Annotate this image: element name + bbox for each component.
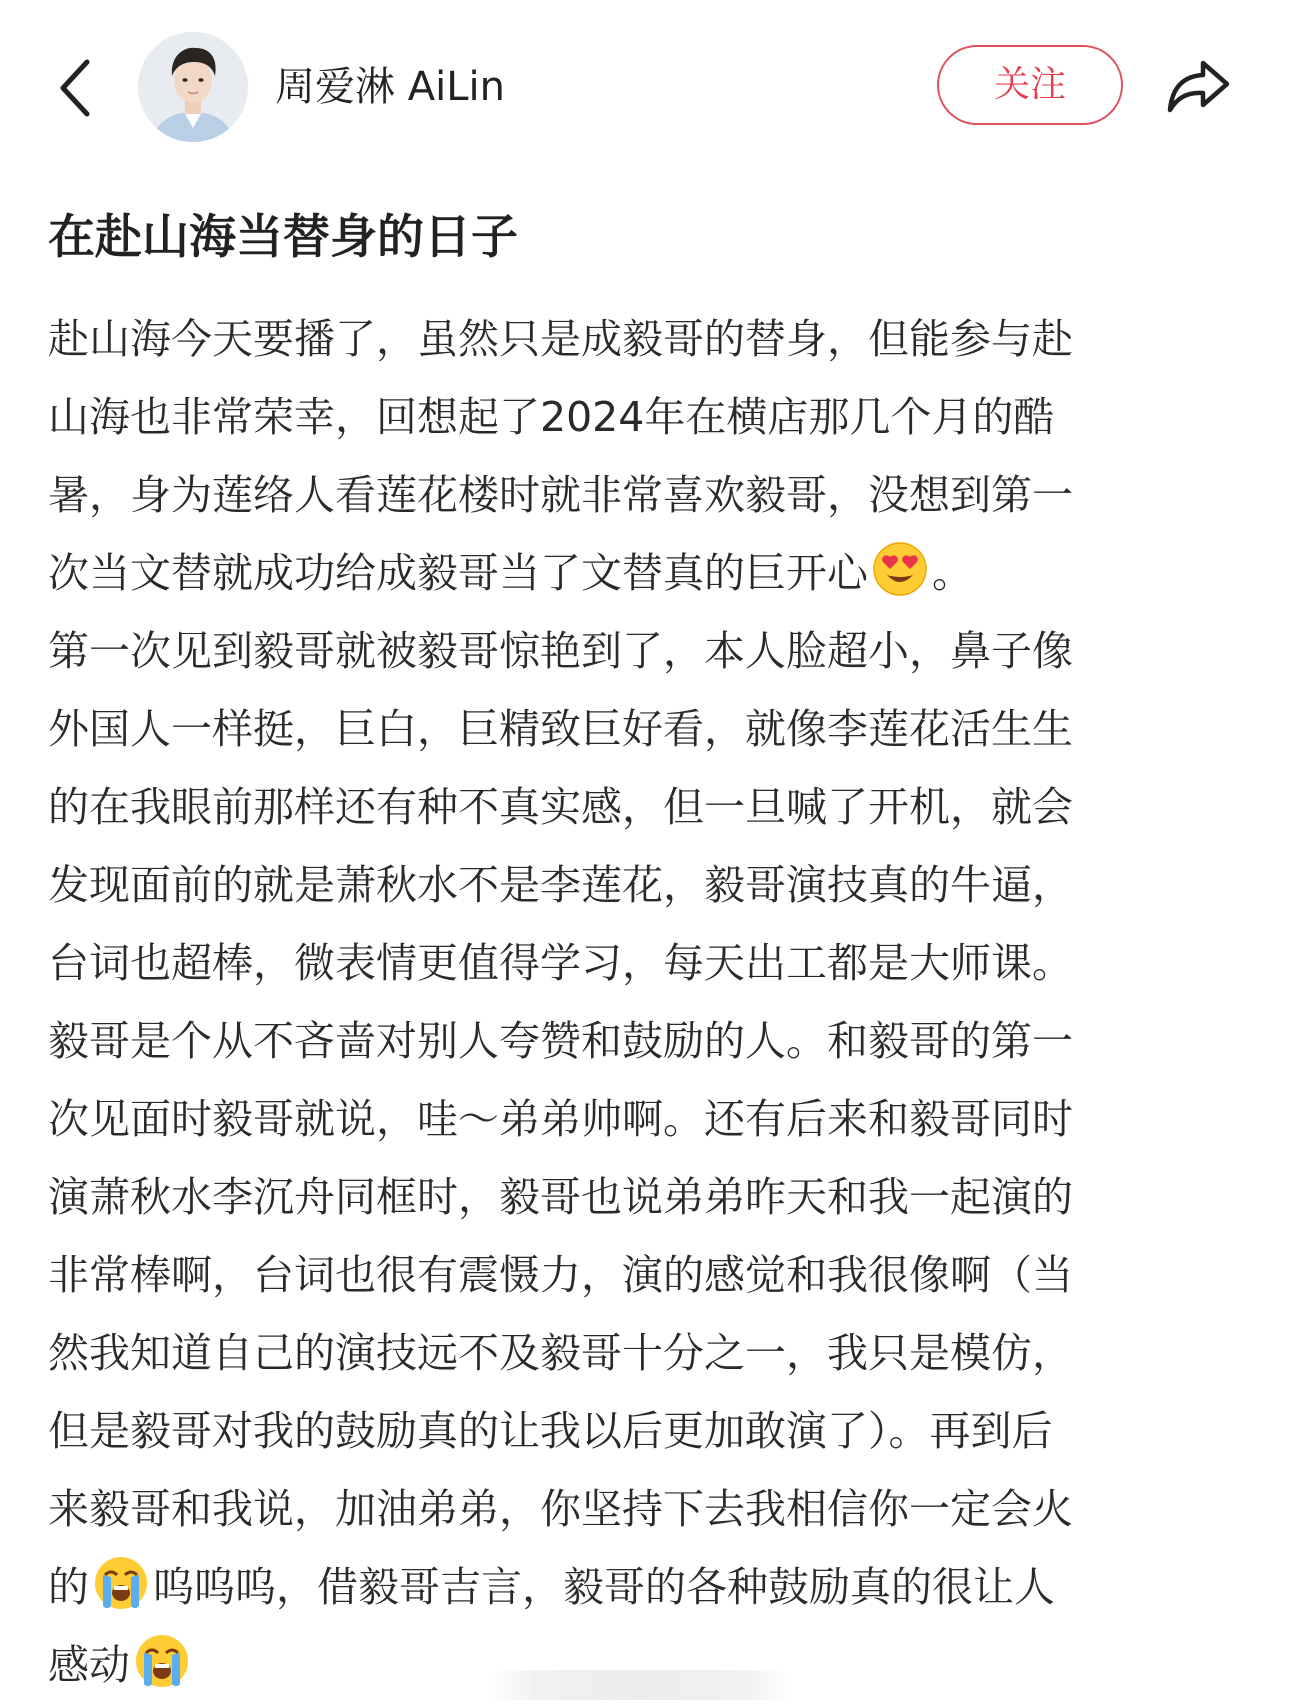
text-line xyxy=(48,534,1248,612)
text-line: 发现面前的就是萧秋水不是李莲花，毅哥演技真的牛逼， xyxy=(48,861,1073,909)
chevron-left-icon xyxy=(57,58,93,118)
user-avatar-photo xyxy=(138,32,248,142)
text-segment: 呜呜呜，借毅哥吉言，毅哥的各种鼓励真的很让人 xyxy=(153,1563,1055,1611)
text-line: 但是毅哥对我的鼓励真的让我以后更加敢演了）。再到后 xyxy=(48,1407,1053,1455)
text-line xyxy=(48,1548,1248,1626)
text-line: 毅哥是个从不吝啬对别人夸赞和鼓励的人。和毅哥的第一 xyxy=(48,1017,1073,1065)
text-line: 来毅哥和我说，加油弟弟，你坚持下去我相信你一定会火 xyxy=(48,1485,1073,1533)
post-body xyxy=(48,300,1248,1704)
text-line: 台词也超棒，微表情更值得学习，每天出工都是大师课。 xyxy=(48,939,1073,987)
loudly-crying-emoji xyxy=(93,1555,149,1611)
text-line: 第一次见到毅哥就被毅哥惊艳到了，本人脸超小，鼻子像 xyxy=(48,627,1073,675)
username[interactable]: 周爱淋 AiLin xyxy=(275,64,505,110)
avatar[interactable] xyxy=(138,32,248,142)
text-line: 的在我眼前那样还有种不真实感，但一旦喊了开机，就会 xyxy=(48,783,1073,831)
text-line: 演萧秋水李沉舟同框时，毅哥也说弟弟昨天和我一起演的 xyxy=(48,1173,1073,1221)
share-button[interactable] xyxy=(1158,48,1238,124)
text-line: 次见面时毅哥就说，哇～弟弟帅啊。还有后来和毅哥同时 xyxy=(48,1095,1073,1143)
follow-button[interactable]: 关注 xyxy=(937,45,1123,125)
heart-eyes-emoji xyxy=(872,541,928,597)
text-line: 非常棒啊，台词也很有震慑力，演的感觉和我很像啊（当 xyxy=(48,1251,1073,1299)
text-segment: 感动 xyxy=(48,1641,130,1689)
blurred-overlay xyxy=(490,1670,790,1700)
text-line: 外国人一样挺，巨白，巨精致巨好看，就像李莲花活生生 xyxy=(48,705,1073,753)
share-arrow-icon xyxy=(1165,58,1231,114)
text-line: 然我知道自己的演技远不及毅哥十分之一，我只是模仿， xyxy=(48,1329,1073,1377)
text-segment: 。 xyxy=(932,549,973,597)
loudly-crying-emoji xyxy=(134,1633,190,1689)
text-segment: 次当文替就成功给成毅哥当了文替真的巨开心 xyxy=(48,549,868,597)
text-line: 山海也非常荣幸，回想起了2024年在横店那几个月的酷 xyxy=(48,393,1055,441)
back-button[interactable] xyxy=(50,52,100,124)
top-bar xyxy=(0,0,1290,170)
text-line: 暑，身为莲络人看莲花楼时就非常喜欢毅哥，没想到第一 xyxy=(48,471,1073,519)
text-segment: 的 xyxy=(48,1563,89,1611)
text-line: 赴山海今天要播了，虽然只是成毅哥的替身，但能参与赴 xyxy=(48,315,1073,363)
post-title: 在赴山海当替身的日子 xyxy=(48,210,518,265)
